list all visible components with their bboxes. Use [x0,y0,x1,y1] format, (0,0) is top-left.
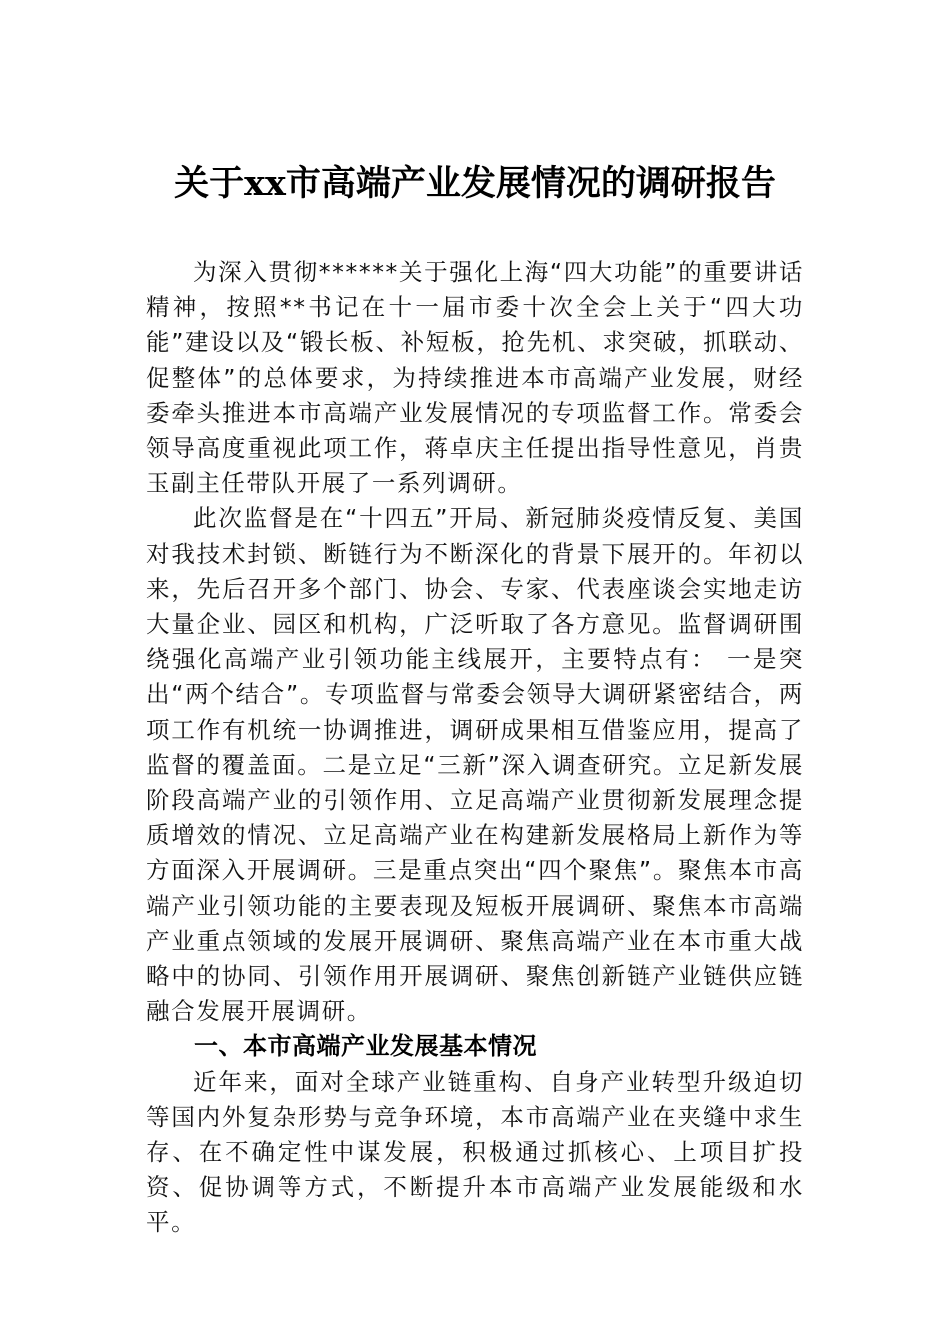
intro-paragraph: 为深入贯彻******关于强化上海“四大功能”的重要讲话精神，按照**书记在十一届市委十次全会上关于“四大功能”建设以及“锻长板、补短板，抢先机、求突破，抓联动、促整体”的总体要求，为持续推进本市高端产业发展，财经委牵头推进本市高端产业发展情况的专项监督工作。常委会领导高度重视此项工作，蒋卓庆主任提出指导性意见，肖贵玉副主任带队开展了一系列调研。 [146,258,804,498]
document-title: 关于xx市高端产业发展情况的调研报告 [174,163,776,204]
supervision-paragraph: 此次监督是在“十四五”开局、新冠肺炎疫情反复、美国对我技术封锁、断链行为不断深化的背景下展开的。年初以来，先后召开多个部门、协会、专家、代表座谈会实地走访大量企业、园区和机构，广泛听取了各方意见。监督调研围绕强化高端产业引领功能主线展开，主要特点有： 一是突出“两个结合”。专项监督与常委会领导大调研紧密结合，两项工作有机统一协调推进，调研成果相互借鉴应用，提高了监督的覆盖面。二是立足“三新”深入调查研究。立足新发展阶段高端产业的引领作用、立足高端产业贯彻新发展理念提质增效的情况、立足高端产业在构建新发展格局上新作为等方面深入开展调研。三是重点突出“四个聚焦”。聚焦本市高端产业引领功能的主要表现及短板开展调研、聚焦本市高端产业重点领域的发展开展调研、聚焦高端产业在本市重大战略中的协同、引领作用开展调研、聚焦创新链产业链供应链融合发展开展调研。 [146,504,804,1026]
section-paragraph: 近年来，面对全球产业链重构、自身产业转型升级迫切等国内外复杂形势与竞争环境，本市高端产业在夹缝中求生存、在不确定性中谋发展，积极通过抓核心、上项目扩投资、促协调等方式，不断提升本市高端产业发展能级和水平。 [146,1067,804,1237]
document-body [146,255,804,1241]
section-heading: 一、本市高端产业发展基本情况 [194,1033,537,1061]
